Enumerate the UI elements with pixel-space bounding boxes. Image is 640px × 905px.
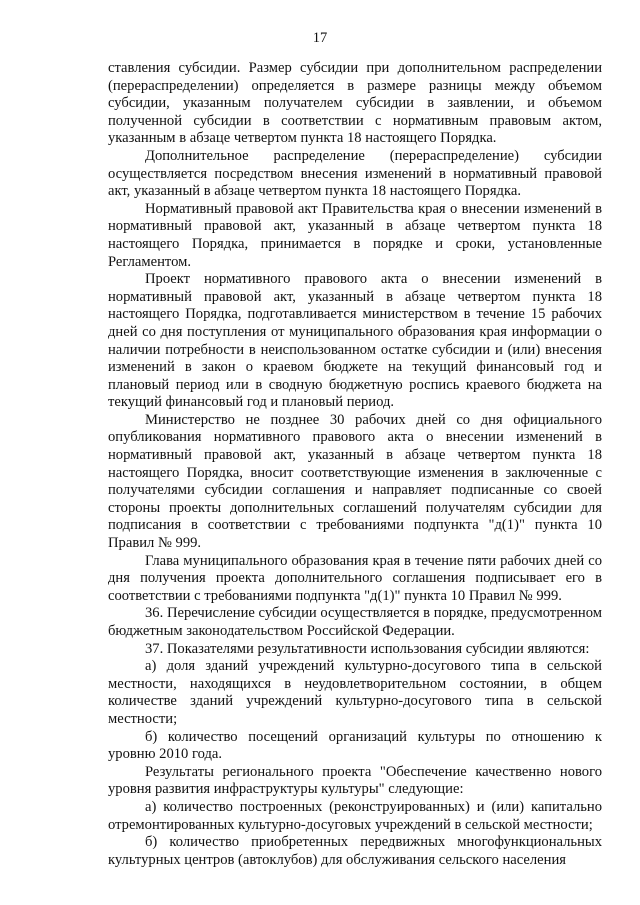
paragraph-redistribution: Дополнительное распределение (перераспределение) субсидии осуществляется посредством внесения изменений в нормативный правовой акт, указанный в абзаце четвертом пункта 18 настоящего Порядка. (108, 147, 602, 200)
document-body (108, 60, 602, 869)
page-number: 17 (312, 30, 328, 46)
paragraph-draft-act: Проект нормативного правового акта о внесении изменений в нормативный правовой акт, указанный в абзаце четвертом пункта 18 настоящего Порядка, подготавливается министерством в течение 15 рабочих дней со дня поступления от муниципального образования края информации о наличии потребности в неиспользованном остатке субсидии и (или) внесения изменений в закон о краевом бюджете на текущий финансовый год и плановый период или в сводную бюджетную роспись краевого бюджета на текущий финансовый год и плановый период. (108, 271, 602, 411)
paragraph-ministry-deadline: Министерство не позднее 30 рабочих дней со дня официального опубликования нормативного правового акта о внесении изменений в нормативный правовой акт, указанный в абзаце четвертом пункта 18 настоящего Порядка, вносит соответствующие изменения в заключенные с получателями субсидии соглашения и направляет подписанные со своей стороны проекты дополнительных соглашений получателям субсидии для подписания в соответствии с требованиями подпункта "д(1)" пункта 10 Правил № 999. (108, 411, 602, 552)
paragraph-indicator-b: б) количество посещений организаций культуры по отношению к уровню 2010 года. (108, 728, 602, 763)
paragraph-municipal-head: Глава муниципального образования края в течение пяти рабочих дней со дня получения проекта дополнительного соглашения подписывает его в соответствии с требованиями подпункта "д(1)" пункта 10 Правил № 999. (108, 552, 602, 604)
paragraph-result-a: а) количество построенных (реконструированных) и (или) капитально отремонтированных культурно-досуговых учреждений в сельской местности; (108, 798, 602, 833)
paragraph-government-act: Нормативный правовой акт Правительства края о внесении изменений в нормативный правовой акт, указанный в абзаце четвертом пункта 18 настоящего Порядка, принимается в порядке и сроки, установленные Регламентом. (108, 200, 602, 270)
paragraph-project-results: Результаты регионального проекта "Обеспечение качественно нового уровня развития инфраструктуры культуры" следующие: (108, 763, 602, 798)
paragraph-indicator-a: а) доля зданий учреждений культурно-досугового типа в сельской местности, находящихся в неудовлетворительном состоянии, в общем количестве зданий учреждений культурно-досугового типа в сельской местности; (108, 658, 602, 727)
paragraph-result-b: б) количество приобретенных передвижных многофункциональных культурных центров (автоклубов) для обслуживания сельского населения (108, 834, 602, 868)
paragraph-item-36: 36. Перечисление субсидии осуществляется в порядке, предусмотренном бюджетным законодательством Российской Федерации. (108, 605, 602, 639)
paragraph-subsidy-size: ставления субсидии. Размер субсидии при дополнительном распределении (перераспределении) определяется в размере разницы между объемом субсидии, указанным получателем субсидии в заявлении, и объемом полученной субсидии в соответствии с нормативным правовым актом, указанным в абзаце четвертом пункта 18 настоящего Порядка. (108, 60, 602, 147)
paragraph-item-37: 37. Показателями результативности использования субсидии являются: (145, 640, 590, 657)
